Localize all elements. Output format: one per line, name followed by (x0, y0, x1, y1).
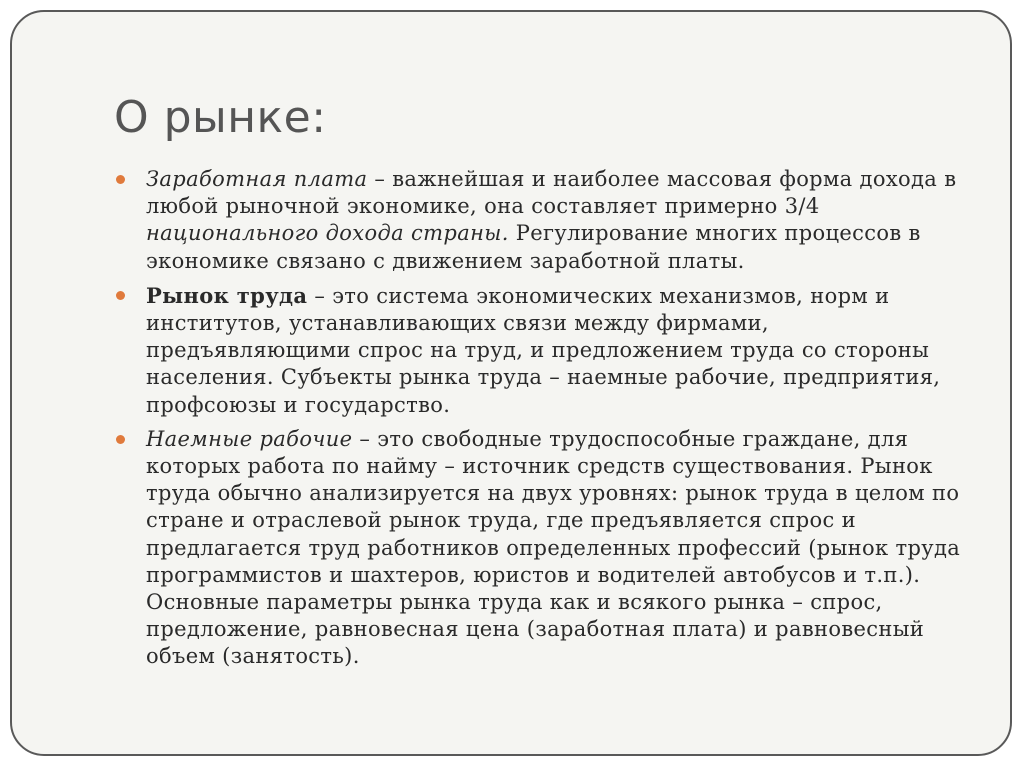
bullet-dot-icon (116, 175, 125, 184)
bullet-term: Наемные рабочие (146, 426, 353, 451)
slide-title: О рынке: (114, 92, 327, 143)
bullet-item-labor-market (112, 282, 962, 419)
bullet-text: – это система экономических механизмов, норм и институтов, устанавливающих связи между фирмами, предъявляющими спрос на труд, и предложением труда со стороны населения. Субъекты рынка труда – наемные рабочие, предприятия, профсоюзы и государство. (146, 283, 941, 417)
bullet-item-hired-workers (112, 426, 962, 671)
bullet-text: – это свободные трудоспособные граждане, для которых работа по найму – источник средств существования. Рынок труда обычно анализируется на двух уровнях: рынок труда в целом по стране и отраслевой рынок труда, где предъявляется спрос и предлагается труд работников определенных профессий (рынок труда программистов и шахтеров, юристов и водителей автобусов и т.п.). Основные параметры рынка труда как и всякого рынка – спрос, предложение, равновесная цена (заработная плата) и равновесный объем (занятость). (146, 426, 961, 669)
bullet-text-continued: Регулирование многих процессов в экономике связано с движением заработной платы. (146, 221, 921, 273)
bullet-list (112, 166, 962, 678)
slide-frame (10, 10, 1012, 756)
bullet-text: – важнейшая и наиболее массовая форма дохода в любой рыночной экономике, она составляет примерно 3/4 (146, 167, 957, 219)
bullet-dot-icon (116, 291, 125, 300)
bullet-dot-icon (116, 435, 125, 444)
bullet-item-wages (112, 166, 962, 275)
bullet-emphasis: национального дохода страны. (146, 221, 509, 246)
bullet-term: Рынок труда (146, 282, 308, 308)
bullet-term: Заработная плата (146, 167, 368, 191)
